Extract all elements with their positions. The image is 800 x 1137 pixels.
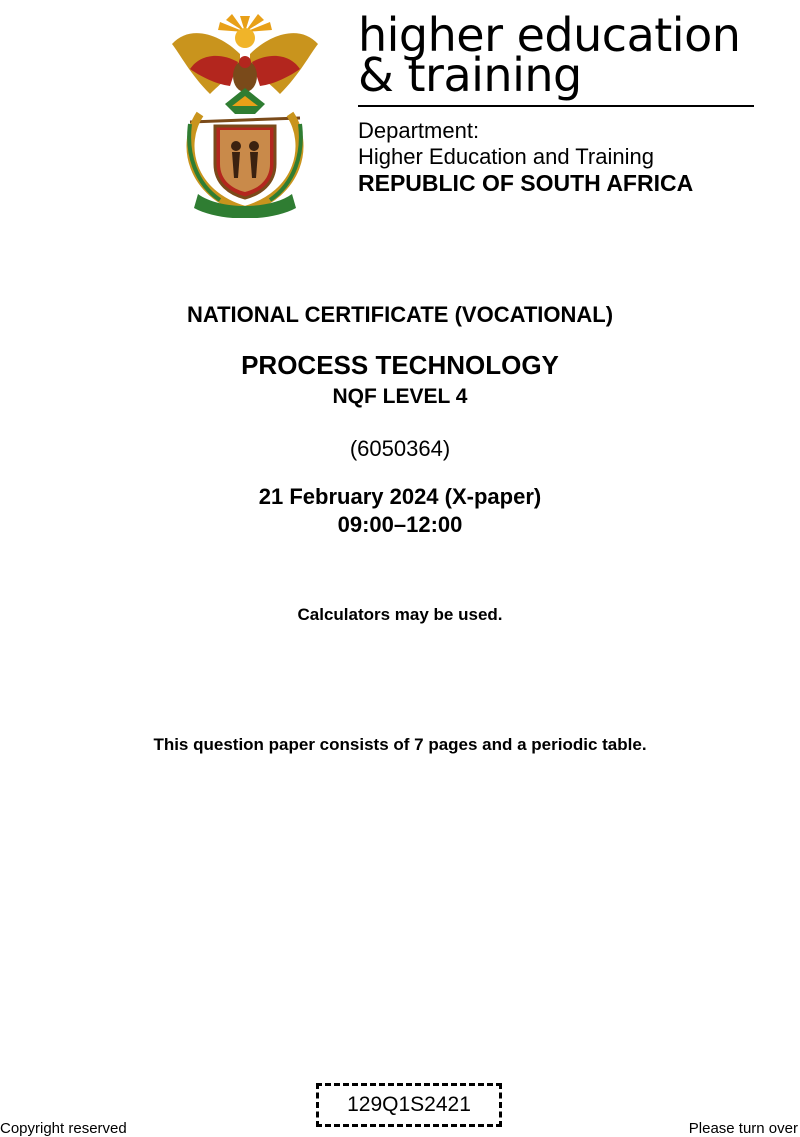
certificate-title: NATIONAL CERTIFICATE (VOCATIONAL) (186, 302, 614, 327)
coat-of-arms-logo (160, 14, 330, 218)
copyright-notice: Copyright reserved (0, 1120, 127, 1137)
department-label: Department: (358, 118, 480, 143)
exam-date: 21 February 2024 (X-paper) (258, 484, 542, 509)
subject-code: (6050364) (349, 436, 451, 461)
turn-over-notice: Please turn over (688, 1120, 798, 1137)
brand-title-line2: & training (358, 48, 582, 102)
nqf-level: NQF LEVEL 4 (332, 385, 468, 408)
exam-time: 09:00–12:00 (337, 512, 463, 537)
shield-icon (215, 126, 275, 198)
pages-note: This question paper consists of 7 pages and a periodic table. (153, 735, 647, 754)
subject-title: PROCESS TECHNOLOGY (241, 350, 559, 380)
department-name: Higher Education and Training (358, 144, 654, 169)
brand-divider (358, 105, 754, 107)
paper-code-box (316, 1083, 502, 1127)
paper-code: 129Q1S2421 (347, 1093, 471, 1116)
country-name: REPUBLIC OF SOUTH AFRICA (358, 170, 694, 196)
calculator-note: Calculators may be used. (297, 605, 503, 624)
brand-title-line1: higher education (358, 8, 741, 62)
